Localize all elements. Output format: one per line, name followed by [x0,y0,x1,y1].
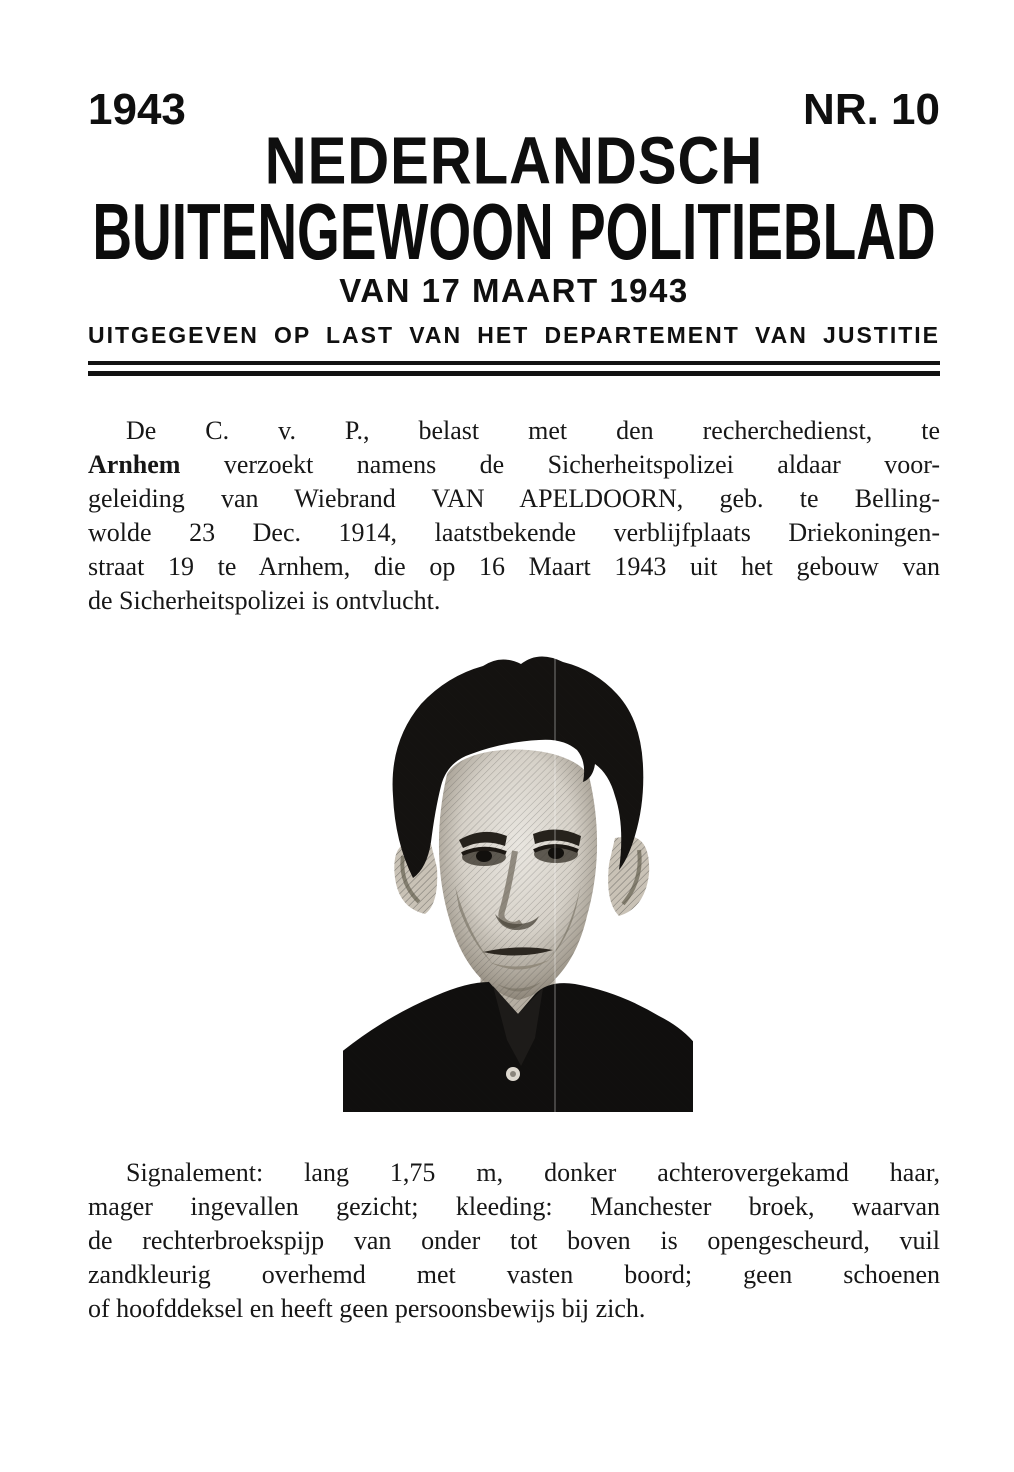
suspect-photo-illustration [343,646,693,1112]
issue-number: NR. 10 [803,85,940,134]
masthead-title-line1: NEDERLANDSCH [264,123,764,199]
text-line: De C. v. P., belast met den recherchedienst, te [126,416,940,445]
text-line: geleiding van Wiebrand VAN APELDOORN, geb. te Belling- [88,484,940,513]
masthead-title-line2: BUITENGEWOON POLITIEBLAD [92,186,936,277]
text-line: Signalement: lang 1,75 m, donker achterovergekamd haar, [126,1158,940,1187]
text-line: zandkleurig overhemd met vasten boord; geen schoenen [88,1260,940,1289]
gazette-body [88,414,940,1326]
masthead-imprint-line: UITGEGEVEN OP LAST VAN HET DEPARTEMENT VAN JUSTITIE [88,322,940,348]
masthead [88,85,940,376]
text-line: wolde 23 Dec. 1914, laatstbekende verblijfplaats Driekoningen- [88,518,940,547]
suspect-photo [343,646,693,1112]
text-line: of hoofddeksel en heeft geen persoonsbewijs bij zich. [88,1294,646,1323]
year-label: 1943 [88,85,186,134]
wanted-notice-paragraph [88,414,940,618]
text-line: Arnhem verzoekt namens de Sicherheitspolizei aldaar voor- [88,450,940,479]
text-line: de rechterbroekspijp van onder tot boven is opengescheurd, vuil [88,1226,940,1255]
text-line: mager ingevallen gezicht; kleeding: Manchester broek, waarvan [88,1192,940,1221]
double-rule-divider [88,361,940,376]
text-line: straat 19 te Arnhem, die op 16 Maart 1943 uit het gebouw van [88,552,940,581]
masthead-date-line: VAN 17 MAART 1943 [339,272,689,309]
text-line: de Sicherheitspolizei is ontvlucht. [88,586,441,615]
description-paragraph [88,1156,940,1326]
